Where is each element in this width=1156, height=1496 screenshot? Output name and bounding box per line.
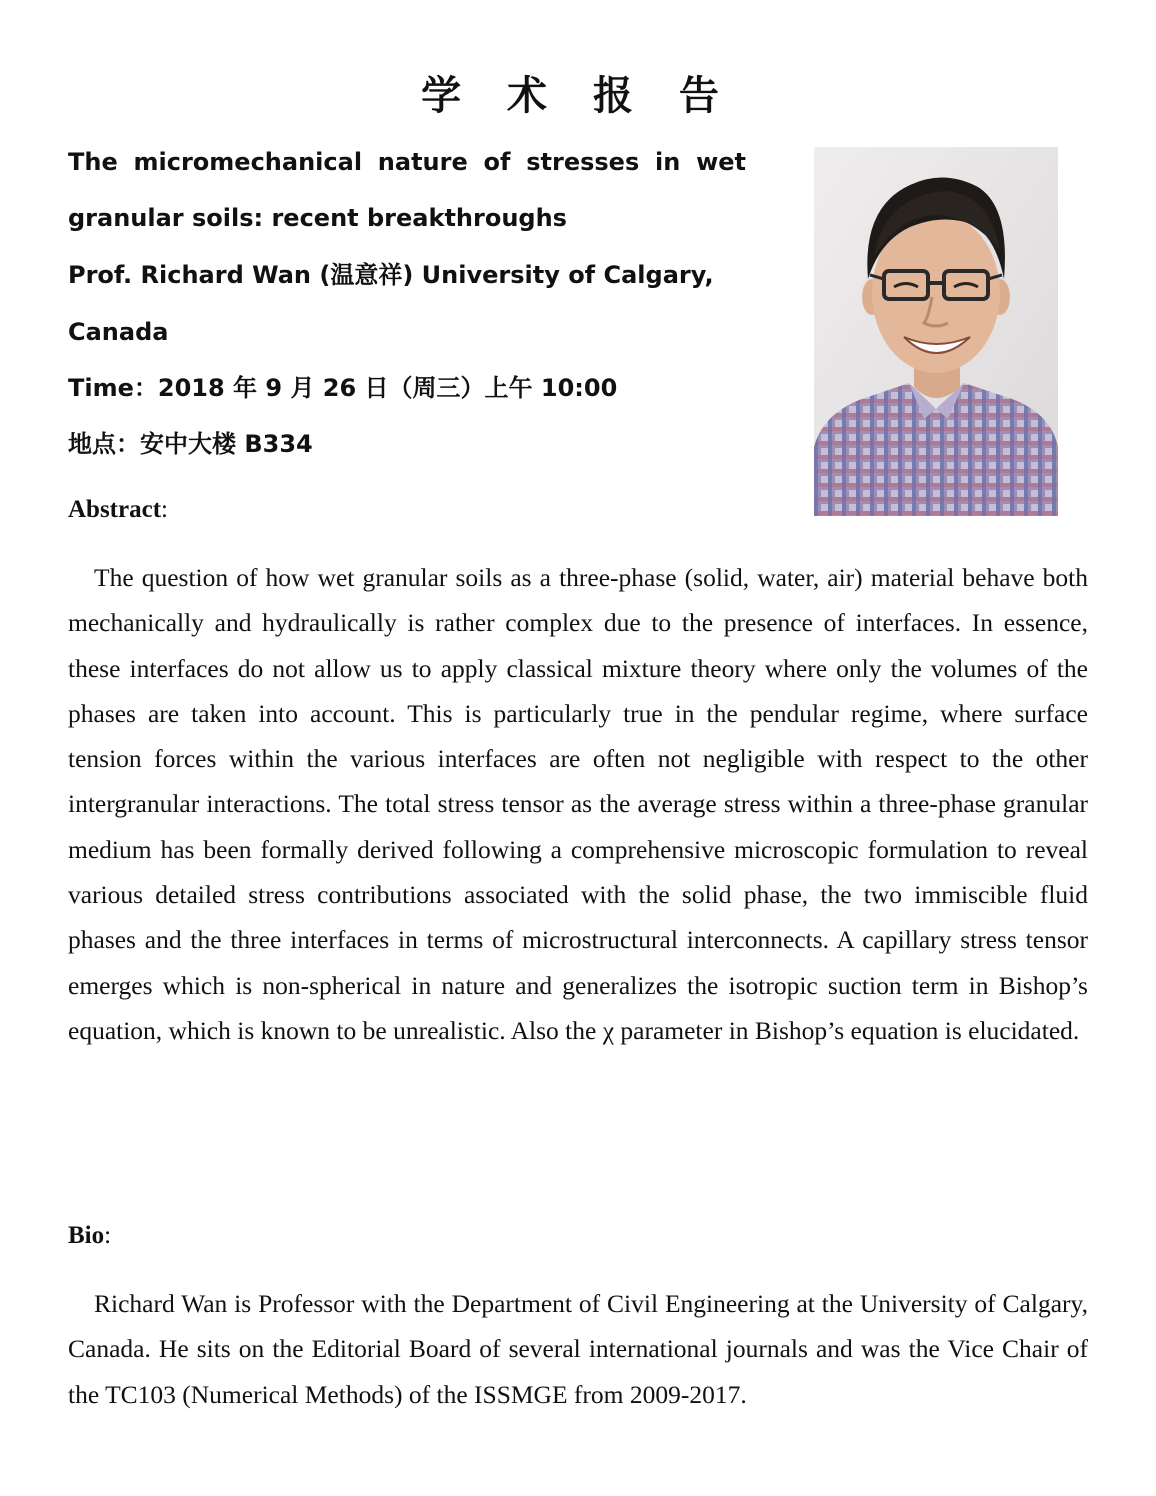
speaker-line-1: Prof. Richard Wan (温意祥) University of Calgary,	[68, 261, 714, 289]
talk-title-line-2: granular soils: recent breakthroughs	[68, 204, 567, 232]
abstract-text: The question of how wet granular soils as a three-phase (solid, water, air) material behave both mechanically and hydraulically is rather complex due to the presence of interfaces. In essence, these interfaces do not allow us to apply classical mixture theory where only the volumes of the phases are taken into account. This is particularly true in the pendular regime, where surface tension forces within the various interfaces are often not negligible with respect to the other intergranular interactions. The total stress tensor as the average stress within a three-phase granular medium has been formally derived following a comprehensive microscopic formulation to reveal various detailed stress contributions associated with the solid phase, the two immiscible fluid phases and the three interfaces in terms of microstructural interconnects. A capillary stress tensor emerges which is non-spherical in nature and generalizes the isotropic suction term in Bishop’s equation, which is known to be unrealistic. Also the χ parameter in Bishop’s equation is elucidated.	[68, 563, 1088, 1045]
bio-heading	[68, 1220, 111, 1252]
talk-time: Time：2018 年 9 月 26 日（周三）上午 10:00	[68, 374, 618, 402]
bio-heading-label: Bio	[68, 1222, 105, 1249]
talk-location: 地点：安中大楼 B334	[68, 430, 313, 458]
bio-text: Richard Wan is Professor with the Department of Civil Engineering at the University of Calgary, Canada. He sits on the Editorial Board of several international journals and was the Vice Chair of the TC103 (Numerical Methods) of the ISSMGE from 2009-2017.	[68, 1289, 1088, 1409]
talk-title-line-1: The micromechanical nature of stresses in wet	[68, 148, 746, 176]
bio-heading-colon: :	[104, 1222, 112, 1249]
abstract-heading	[68, 494, 168, 526]
speaker-line-2: Canada	[68, 318, 169, 346]
page-title: 学 术 报 告	[421, 73, 735, 119]
abstract-heading-label: Abstract	[68, 496, 162, 523]
abstract-heading-colon: :	[161, 496, 168, 523]
speaker-portrait-icon	[814, 147, 1058, 516]
